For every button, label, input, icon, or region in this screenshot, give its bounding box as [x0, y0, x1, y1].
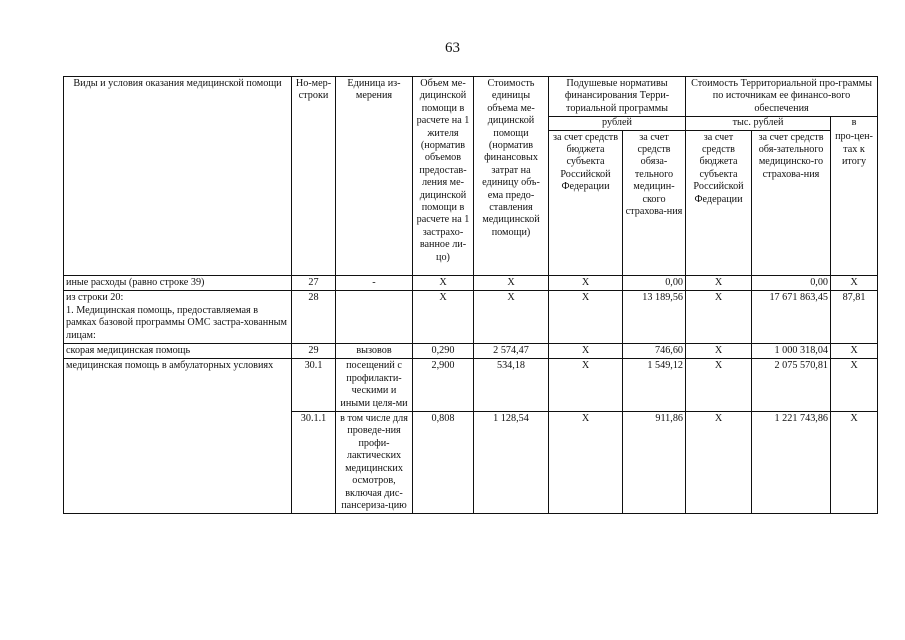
- cell-volume: 2,900: [413, 359, 474, 412]
- table-row: [64, 276, 878, 291]
- cell-name: из строки 20: 1. Медицинская помощь, предоставляемая в рамках базовой программы ОМС застра-хованным лицам:: [64, 291, 292, 344]
- cell-unit: посещений с профилакти-ческими и иными целя-ми: [336, 359, 413, 412]
- cell-oms-sum: 1 221 743,86: [752, 412, 831, 514]
- header-budget-cost: за счет средств бюджета субъекта Российской Федерации: [686, 130, 752, 275]
- cell-budget-sum: X: [686, 344, 752, 359]
- cell-volume: 0,808: [413, 412, 474, 514]
- cell-cost: 2 574,47: [474, 344, 549, 359]
- cell-oms-norm: 0,00: [623, 276, 686, 291]
- header-percent-top: в: [831, 117, 878, 130]
- cell-budget-norm: X: [549, 276, 623, 291]
- cell-budget-norm: X: [549, 359, 623, 412]
- cell-num: 29: [292, 344, 336, 359]
- cell-cost: 534,18: [474, 359, 549, 412]
- cell-budget-sum: X: [686, 291, 752, 344]
- header-program-cost: Стоимость Территориальной про-граммы по источникам ее финансо-вого обеспечения: [686, 77, 878, 117]
- cell-cost: 1 128,54: [474, 412, 549, 514]
- cell-num: 30.1: [292, 359, 336, 412]
- table-row: [64, 291, 878, 344]
- cell-percent: 87,81: [831, 291, 878, 344]
- header-oms-per-capita: за счет средств обяза-тельного медицин-ского страхова-ния: [623, 130, 686, 275]
- cell-budget-sum: X: [686, 359, 752, 412]
- table-row: [64, 359, 878, 412]
- cell-oms-sum: 17 671 863,45: [752, 291, 831, 344]
- table-row: [64, 344, 878, 359]
- cell-oms-sum: 1 000 318,04: [752, 344, 831, 359]
- cell-unit: вызовов: [336, 344, 413, 359]
- cell-percent: X: [831, 276, 878, 291]
- financing-table: [63, 76, 878, 514]
- cell-volume: X: [413, 291, 474, 344]
- cell-unit: в том числе для проведе-ния профи-лактических медицинских осмотров, включая дис-пансериза-цию: [336, 412, 413, 514]
- cell-unit: [336, 291, 413, 344]
- cell-name: иные расходы (равно строке 39): [64, 276, 292, 291]
- header-oms-cost: за счет средств обя-зательного медицинско-го страхова-ния: [752, 130, 831, 275]
- cell-oms-norm: 746,60: [623, 344, 686, 359]
- header-percent: про-цен-тах к итогу: [831, 130, 878, 275]
- cell-percent: X: [831, 412, 878, 514]
- cell-name: медицинская помощь в амбулаторных условиях: [64, 359, 292, 514]
- cell-percent: X: [831, 344, 878, 359]
- cell-oms-sum: 2 075 570,81: [752, 359, 831, 412]
- header-thousand-rubles: тыс. рублей: [686, 117, 831, 130]
- cell-num: 30.1.1: [292, 412, 336, 514]
- header-row-number: Но-мер-строки: [292, 77, 336, 276]
- cell-budget-norm: X: [549, 412, 623, 514]
- header-type: Виды и условия оказания медицинской помощи: [64, 77, 292, 276]
- cell-num: 27: [292, 276, 336, 291]
- cell-budget-sum: X: [686, 412, 752, 514]
- header-per-capita: Подушевые нормативы финансирования Терри-ториальной программы: [549, 77, 686, 117]
- cell-oms-norm: 1 549,12: [623, 359, 686, 412]
- cell-oms-sum: 0,00: [752, 276, 831, 291]
- cell-percent: X: [831, 359, 878, 412]
- header-unit: Единица из-мерения: [336, 77, 413, 276]
- cell-cost: X: [474, 276, 549, 291]
- cell-unit: -: [336, 276, 413, 291]
- cell-num: 28: [292, 291, 336, 344]
- cell-budget-norm: X: [549, 291, 623, 344]
- header-rubles: рублей: [549, 117, 686, 130]
- cell-cost: X: [474, 291, 549, 344]
- cell-oms-norm: 13 189,56: [623, 291, 686, 344]
- header-budget-per-capita: за счет средств бюджета субъекта Российской Федерации: [549, 130, 623, 275]
- cell-volume: 0,290: [413, 344, 474, 359]
- cell-budget-norm: X: [549, 344, 623, 359]
- header-volume: Объем ме-дицинской помощи в расчете на 1 жителя (норматив объемов предостав-ления ме-дицинской помощи в расчете на 1 застрахо-ванное ли-цо): [413, 77, 474, 276]
- cell-oms-norm: 911,86: [623, 412, 686, 514]
- cell-name: скорая медицинская помощь: [64, 344, 292, 359]
- header-unit-cost: Стоимость единицы объема ме-дицинской помощи (норматив финансовых затрат на единицу объ-ема предо-ставления медицинской помощи): [474, 77, 549, 276]
- cell-volume: X: [413, 276, 474, 291]
- page-number: 63: [445, 40, 460, 56]
- cell-budget-sum: X: [686, 276, 752, 291]
